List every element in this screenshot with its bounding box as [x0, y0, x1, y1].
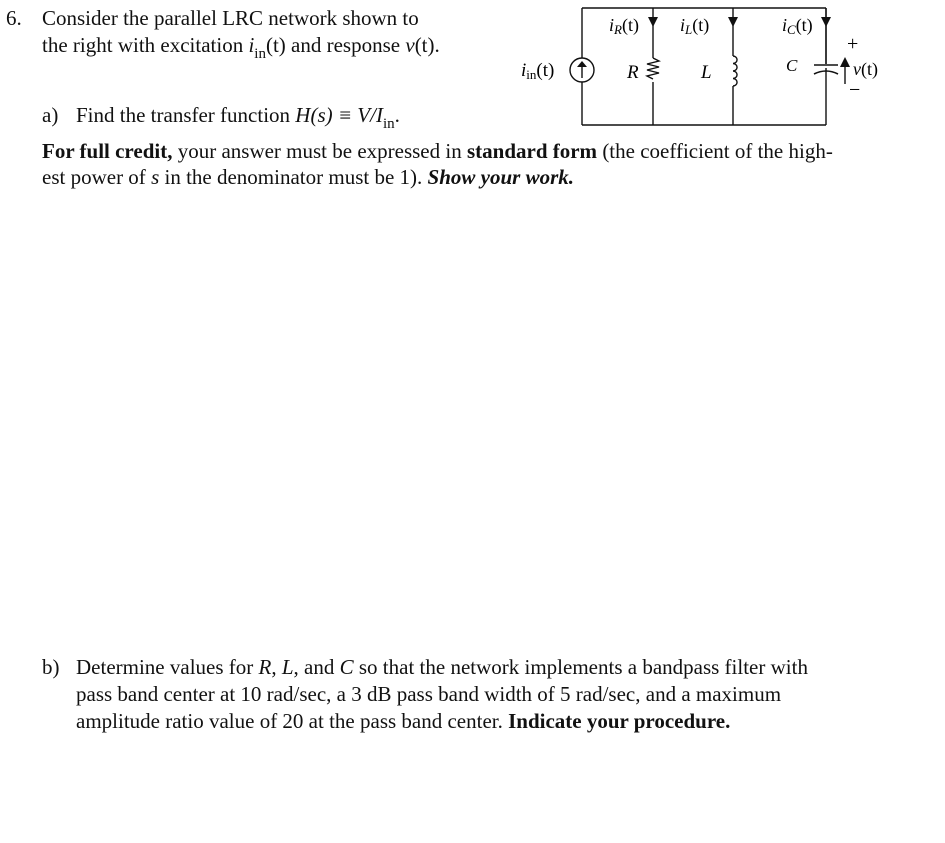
- capacitor-label: C: [786, 56, 798, 75]
- part-a-line1: [76, 102, 400, 132]
- current-label-R: iR(t): [609, 15, 639, 37]
- intro-period: .: [434, 33, 440, 57]
- part-b-line1-text1: Determine values for: [76, 655, 259, 679]
- part-b-label: b): [42, 655, 60, 679]
- excitation-subscript: in: [254, 46, 266, 62]
- excitation-arg: (t): [265, 33, 286, 57]
- part-b-line3: [76, 708, 730, 734]
- voltage-arrow-icon: [840, 57, 850, 67]
- part-a-period: .: [394, 103, 400, 127]
- inductor-icon: [733, 56, 737, 86]
- part-b-C: C: [339, 655, 354, 679]
- intro-text-b: and response: [285, 33, 406, 57]
- problem-intro-line2: [42, 32, 440, 62]
- part-a-line3-text1: est power of: [42, 165, 152, 189]
- lrc-circuit-diagram: [500, 0, 920, 135]
- part-b-R: R: [258, 655, 272, 679]
- resistor-label: R: [627, 62, 639, 83]
- problem-intro-line1: Consider the parallel LRC network shown to: [42, 6, 419, 30]
- transfer-function-formula: H(s) ≡ V/I: [295, 103, 383, 127]
- current-label-C: iC(t): [782, 15, 813, 37]
- part-b-line1-text2: so that the network implements a bandpass filter with: [353, 655, 808, 679]
- part-b-line2: pass band center at 10 rad/sec, a 3 dB pass band width of 5 rad/sec, and a maximum: [76, 682, 782, 706]
- part-a-line2-text1: your answer must be expressed in: [172, 139, 467, 163]
- part-b-line3-text: amplitude ratio value of 20 at the pass band center.: [76, 709, 509, 733]
- source-label: iin(t): [521, 60, 555, 82]
- part-a-line2-text2: (the coefficient of the high-: [597, 139, 833, 163]
- indicate-procedure-bold: Indicate your procedure.: [508, 709, 731, 733]
- part-a-label: a): [42, 103, 59, 127]
- current-source-icon: [570, 58, 594, 82]
- part-a-line3-text2: in the denominator must be 1).: [159, 165, 428, 189]
- current-arrow-R-icon: [648, 17, 658, 27]
- part-b-and: , and: [293, 655, 340, 679]
- part-a-text: Find the transfer function: [76, 103, 296, 127]
- transfer-function-subscript: in: [382, 116, 395, 132]
- current-arrow-L-icon: [728, 17, 738, 27]
- standard-form-bold: standard form: [466, 139, 598, 163]
- part-a-line2: [42, 138, 833, 164]
- inductor-label: L: [701, 62, 712, 83]
- response-arg: (t): [414, 33, 435, 57]
- current-label-L: iL(t): [680, 15, 710, 37]
- voltage-label: v(t): [853, 59, 878, 79]
- response-symbol: v: [405, 33, 415, 57]
- resistor-icon: [647, 58, 659, 79]
- part-b-line1: [76, 654, 808, 680]
- problem-number: 6.: [6, 6, 22, 30]
- voltage-minus: −: [849, 79, 861, 101]
- current-arrow-C-icon: [821, 17, 831, 27]
- show-your-work-bold: Show your work.: [427, 165, 575, 189]
- voltage-plus: +: [847, 33, 859, 55]
- full-credit-bold: For full credit,: [42, 139, 173, 163]
- part-a-line3: [42, 164, 574, 190]
- part-a-s-symbol: s: [151, 165, 160, 189]
- excitation-symbol: i: [248, 33, 255, 57]
- part-b-comma1: ,: [271, 655, 282, 679]
- intro-text-a: the right with excitation: [42, 33, 249, 57]
- part-b-L: L: [281, 655, 294, 679]
